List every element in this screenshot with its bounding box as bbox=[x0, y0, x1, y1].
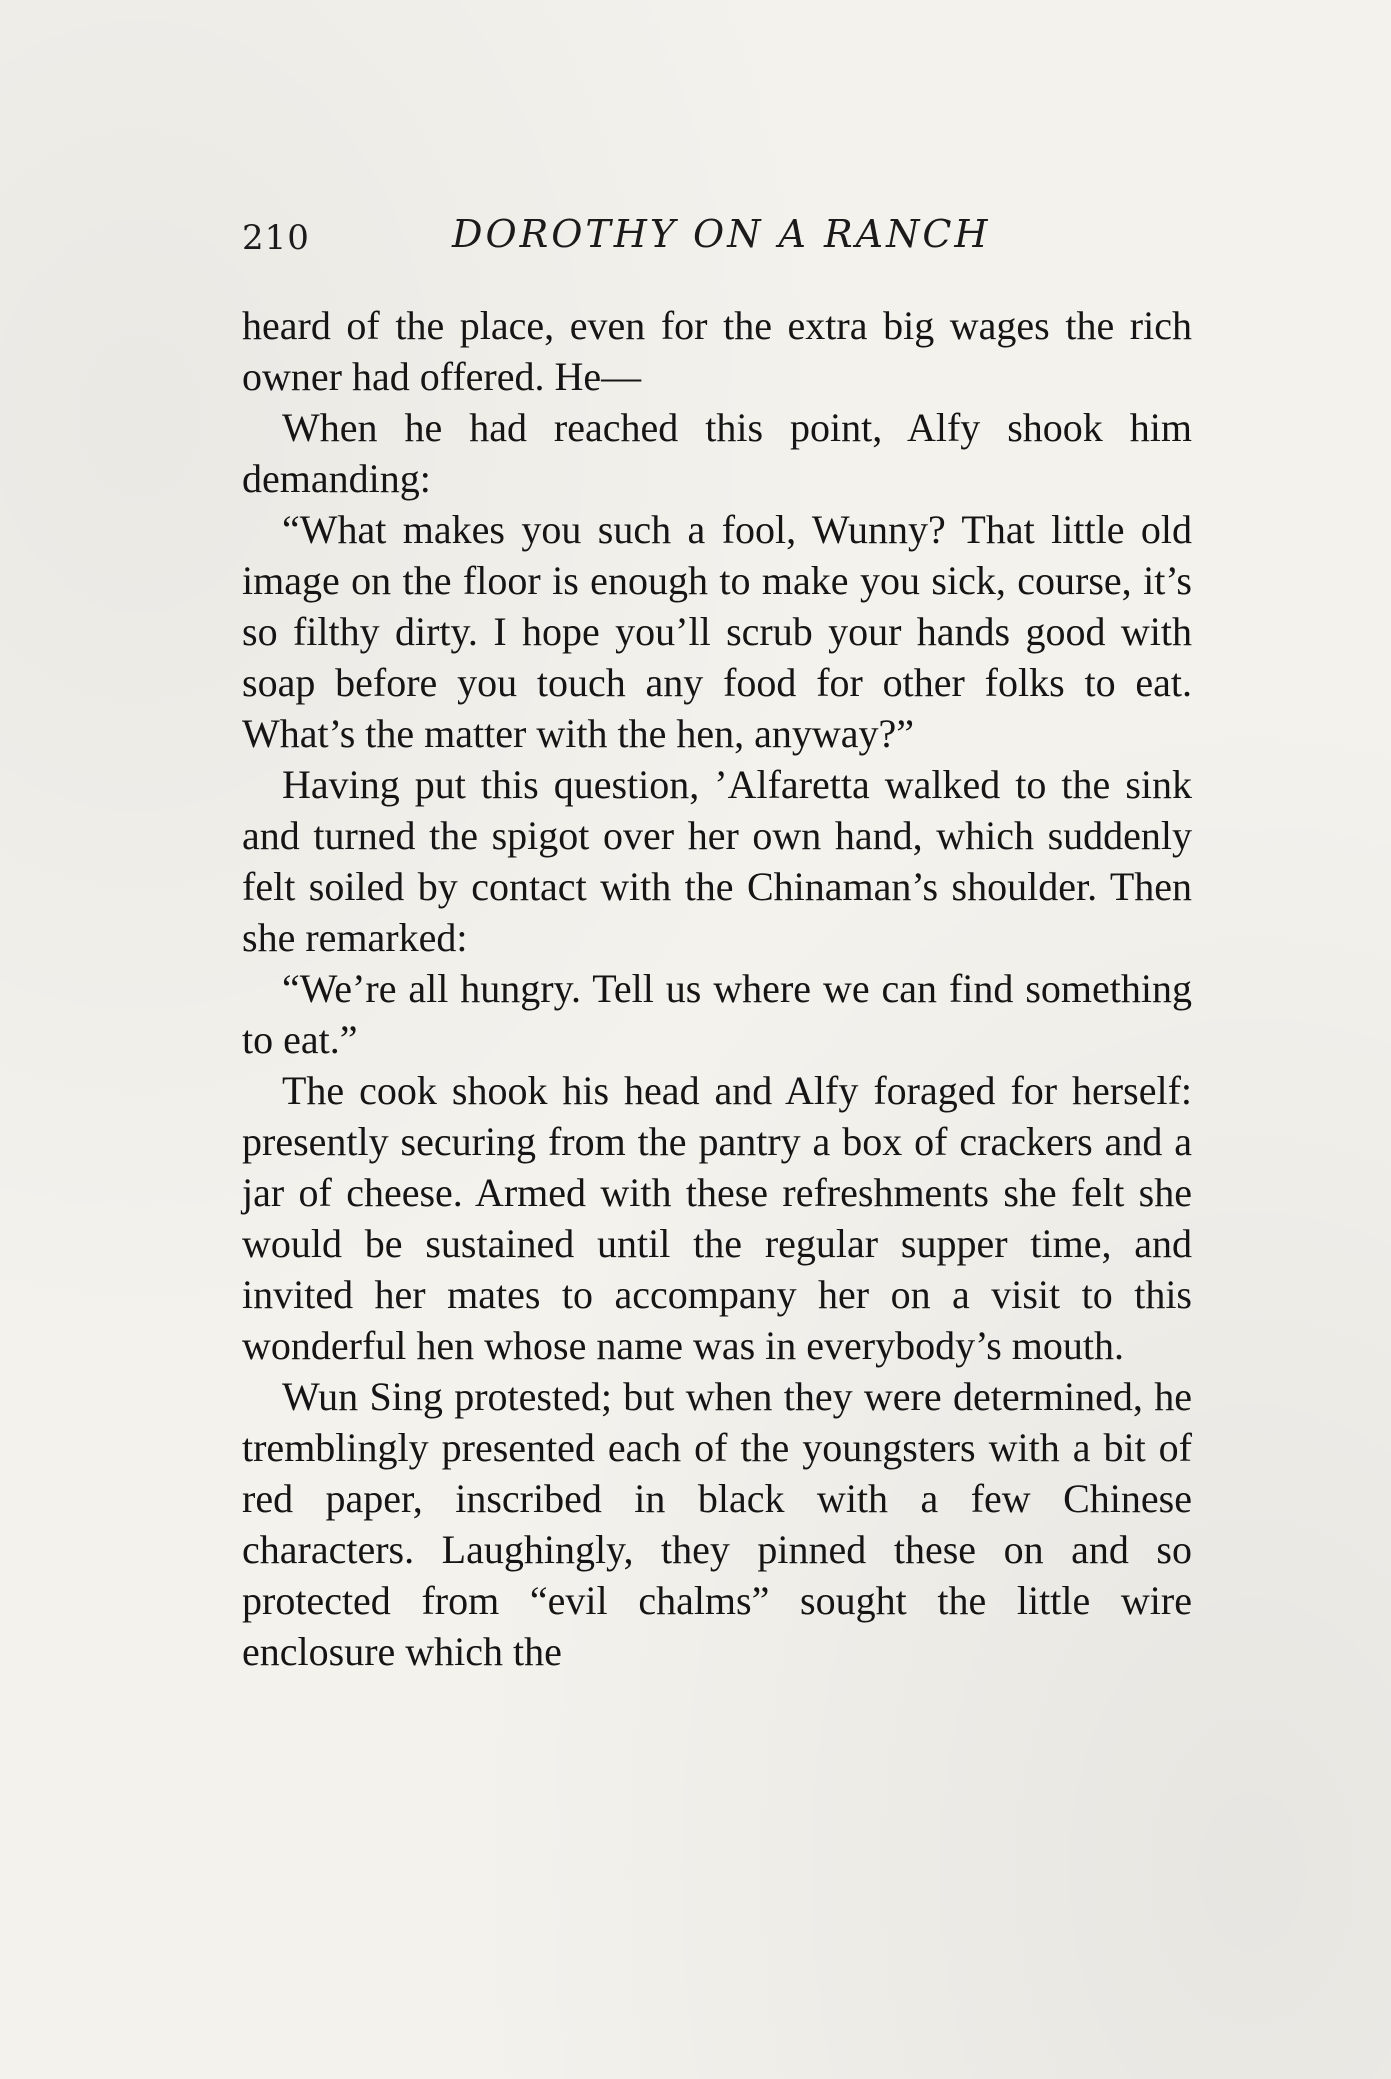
paragraph: heard of the place, even for the extra big wages the rich owner had offered. He— bbox=[242, 303, 1192, 399]
paragraph: Having put this question, ’Alfaretta walked to the sink and turned the spigot over her own hand, which suddenly felt soiled by contact with the Chinaman’s shoulder. Then she remarked: bbox=[242, 762, 1192, 960]
body-text bbox=[242, 300, 1192, 1677]
paragraph: “We’re all hungry. Tell us where we can find something to eat.” bbox=[242, 966, 1192, 1062]
running-title: DOROTHY ON A RANCH bbox=[452, 212, 991, 256]
paragraph: When he had reached this point, Alfy shook him demanding: bbox=[242, 405, 1192, 501]
page-number: 210 bbox=[242, 218, 310, 258]
page-header bbox=[242, 212, 1192, 272]
paragraph: Wun Sing protested; but when they were determined, he tremblingly presented each of the youngsters with a bit of red paper, inscribed in black with a few Chinese characters. Laughingly, they pinned these on and so protected from “evil chalms” sought the little wire enclosure which the bbox=[242, 1374, 1192, 1674]
paragraph: The cook shook his head and Alfy foraged for herself: presently securing from the pantry a box of crackers and a jar of cheese. Armed with these refreshments she felt she would be sustained until the regular supper time, and invited her mates to accompany her on a visit to this wonderful hen whose name was in everybody’s mouth. bbox=[242, 1068, 1192, 1368]
paragraph: “What makes you such a fool, Wunny? That little old image on the floor is enough to make you sick, course, it’s so filthy dirty. I hope you’ll scrub your hands good with soap before you touch any food for other folks to eat. What’s the matter with the hen, anyway?” bbox=[242, 507, 1192, 756]
